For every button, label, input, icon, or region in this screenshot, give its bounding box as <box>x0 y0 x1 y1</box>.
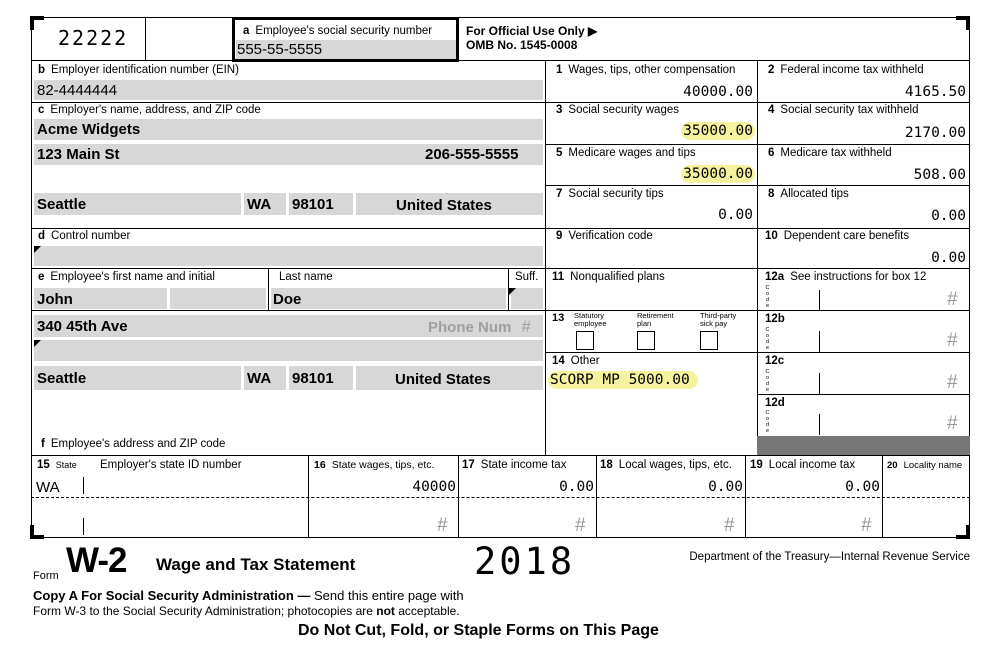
box13-number: 13 <box>552 312 565 324</box>
highlight: 35000.00 <box>683 123 753 139</box>
warning-text: Do Not Cut, Fold, or Staple Forms on This Page <box>298 622 659 639</box>
divider <box>31 102 545 103</box>
divider <box>545 60 546 455</box>
divider <box>268 268 269 310</box>
shaded-bar <box>757 436 970 455</box>
copy-a-text: Send this entire page with <box>310 588 464 603</box>
employee-last-field[interactable]: Doe <box>273 291 302 308</box>
hash-icon: # <box>575 515 586 536</box>
box12b-label: 12b <box>765 313 785 325</box>
box15-id-label: Employer's state ID number <box>100 459 242 471</box>
employee-last-label: Last name <box>279 271 333 283</box>
box8-label: 8 Allocated tips <box>768 188 849 200</box>
box2-label: 2 Federal income tax withheld <box>768 64 924 76</box>
hash-icon: # <box>947 372 958 393</box>
divider <box>31 228 545 229</box>
divider <box>819 331 820 352</box>
box12d-label: 12d <box>765 397 785 409</box>
employer-phone-field[interactable]: 206-555-5555 <box>425 146 519 163</box>
form-title: Wage and Tax Statement <box>156 555 356 574</box>
employer-zip-field[interactable]: 98101 <box>292 196 334 213</box>
employee-last-bg <box>271 288 506 309</box>
box9-label: 9 Verification code <box>556 230 653 242</box>
code-label: C o d e <box>765 285 770 309</box>
box6-field[interactable]: 508.00 <box>913 167 966 183</box>
box4-label: 4 Social security tax withheld <box>768 104 919 116</box>
box14-label: 14 Other <box>552 355 600 367</box>
hash-icon: # <box>521 317 531 336</box>
divider <box>545 102 970 103</box>
copy-a-title: Copy A For Social Security Administration — <box>33 588 311 603</box>
employee-first-label: e Employee's first name and initial <box>38 271 215 283</box>
retirement-checkbox[interactable] <box>637 331 655 350</box>
box20-label: 20 Locality name <box>887 460 963 471</box>
divider <box>757 352 970 353</box>
employer-city-field[interactable]: Seattle <box>37 196 87 213</box>
box3-label: 3 Social security wages <box>556 104 679 116</box>
official-use-text: For Official Use Only ▶ <box>466 24 598 38</box>
box13 <box>550 312 755 352</box>
ein-label: b Employer identification number (EIN) <box>38 64 239 76</box>
divider <box>819 414 820 435</box>
form-word: Form <box>33 570 59 582</box>
state-field[interactable]: WA <box>36 479 60 496</box>
highlight: SCORP MP 5000.00 <box>548 371 698 389</box>
copy-a-line2: Form W-3 to the Social Security Administration; photocopies are not acceptable. <box>33 604 460 618</box>
box8-field[interactable]: 0.00 <box>931 208 966 224</box>
box19-label: 19 Local income tax <box>750 459 856 471</box>
divider <box>545 228 970 229</box>
employer-country-field[interactable]: United States <box>396 197 492 214</box>
control-code: 22222 <box>58 26 129 50</box>
box10-label: 10 Dependent care benefits <box>765 230 910 242</box>
employee-street-field[interactable]: 340 45th Ave <box>37 318 128 335</box>
copy-a-line <box>33 588 464 603</box>
employee-zip-field[interactable]: 98101 <box>292 370 334 387</box>
divider <box>31 60 970 61</box>
box1-field[interactable]: 40000.00 <box>683 84 753 100</box>
divider <box>545 352 757 353</box>
ssn-field[interactable]: 555-55-5555 <box>237 41 323 58</box>
employee-country-field[interactable]: United States <box>395 371 491 388</box>
divider <box>819 373 820 394</box>
box18-label: 18 Local wages, tips, etc. <box>600 459 732 471</box>
statutory-label: Statutory employee <box>574 311 607 328</box>
state-wages-field[interactable]: 40000 <box>412 479 456 495</box>
divider <box>757 310 970 311</box>
phone-placeholder: Phone Num <box>428 319 512 336</box>
tax-year: 2018 <box>474 540 576 583</box>
employee-address-label: f Employee's address and ZIP code <box>41 438 226 450</box>
employer-street-field[interactable]: 123 Main St <box>37 146 120 163</box>
code-label: C o d e <box>765 327 770 351</box>
employee-city-field[interactable]: Seattle <box>37 370 87 387</box>
code-label: C o d e <box>765 369 770 393</box>
employee-first-field[interactable]: John <box>37 291 73 308</box>
local-wages-field[interactable]: 0.00 <box>708 479 743 495</box>
code-label: C o d e <box>765 410 770 434</box>
employee-address2-field[interactable] <box>34 340 543 361</box>
state-tax-field[interactable]: 0.00 <box>559 479 594 495</box>
ssn-label: a Employee's social security number <box>243 25 433 37</box>
divider <box>31 268 545 269</box>
field-corner-marker <box>34 246 41 253</box>
control-number-field[interactable] <box>34 246 543 266</box>
employer-state-field[interactable]: WA <box>247 196 272 213</box>
divider <box>757 394 970 395</box>
hash-icon: # <box>861 515 872 536</box>
box12a-label: 12a See instructions for box 12 <box>765 271 927 283</box>
box17-label: 17 State income tax <box>462 459 567 471</box>
employer-label: c Employer's name, address, and ZIP code <box>38 104 261 116</box>
box1-label: 1 Wages, tips, other compensation <box>556 64 736 76</box>
box16-label: 16 State wages, tips, etc. <box>314 459 435 471</box>
box3-field[interactable] <box>681 123 755 139</box>
divider-dashed <box>31 497 970 498</box>
hash-icon: # <box>947 289 958 310</box>
employer-name-field[interactable]: Acme Widgets <box>37 121 141 138</box>
box14-field[interactable] <box>548 372 698 388</box>
box7-label: 7 Social security tips <box>556 188 664 200</box>
box2-field[interactable]: 4165.50 <box>904 84 966 100</box>
divider <box>145 17 146 60</box>
box5-field[interactable] <box>681 166 755 182</box>
employee-phone-field[interactable] <box>428 317 531 337</box>
box15-label: 15 State <box>37 459 77 471</box>
employee-suffix-label: Suff. <box>515 271 539 283</box>
field-corner-marker <box>509 288 516 295</box>
employee-state-field[interactable]: WA <box>247 370 272 387</box>
hash-icon: # <box>947 330 958 351</box>
box6-label: 6 Medicare tax withheld <box>768 147 892 159</box>
employee-initial-field[interactable] <box>170 288 266 309</box>
thirdparty-sick-pay-checkbox[interactable] <box>700 331 718 350</box>
hash-icon: # <box>437 515 448 536</box>
highlight: 35000.00 <box>683 166 753 182</box>
box12c-label: 12c <box>765 355 785 367</box>
hash-icon: # <box>947 413 958 434</box>
divider <box>83 518 84 535</box>
form-name: W-2 <box>66 541 127 580</box>
department: Department of the Treasury—Internal Revenue Service <box>689 551 970 563</box>
official-use <box>466 24 597 52</box>
box10-field[interactable]: 0.00 <box>931 250 966 266</box>
divider <box>545 144 970 145</box>
omb-number: OMB No. 1545-0008 <box>466 38 578 52</box>
divider <box>31 455 970 456</box>
box5-label: 5 Medicare wages and tips <box>556 147 696 159</box>
ein-field[interactable]: 82-4444444 <box>37 82 118 99</box>
local-tax-field[interactable]: 0.00 <box>845 479 880 495</box>
field-corner-marker <box>34 340 41 347</box>
statutory-checkbox[interactable] <box>576 331 594 350</box>
thirdparty-label: Third-party sick pay <box>700 311 737 328</box>
divider <box>545 185 970 186</box>
divider <box>757 60 758 455</box>
retirement-label: Retirement plan <box>637 311 674 328</box>
box4-field[interactable]: 2170.00 <box>904 125 966 141</box>
divider <box>819 290 820 310</box>
hash-icon: # <box>724 515 735 536</box>
control-number-label: d Control number <box>38 230 131 242</box>
box11-label: 11 Nonqualified plans <box>552 271 665 283</box>
divider <box>545 268 970 269</box>
divider <box>31 310 545 311</box>
divider <box>83 477 84 494</box>
box7-field[interactable]: 0.00 <box>718 207 753 223</box>
